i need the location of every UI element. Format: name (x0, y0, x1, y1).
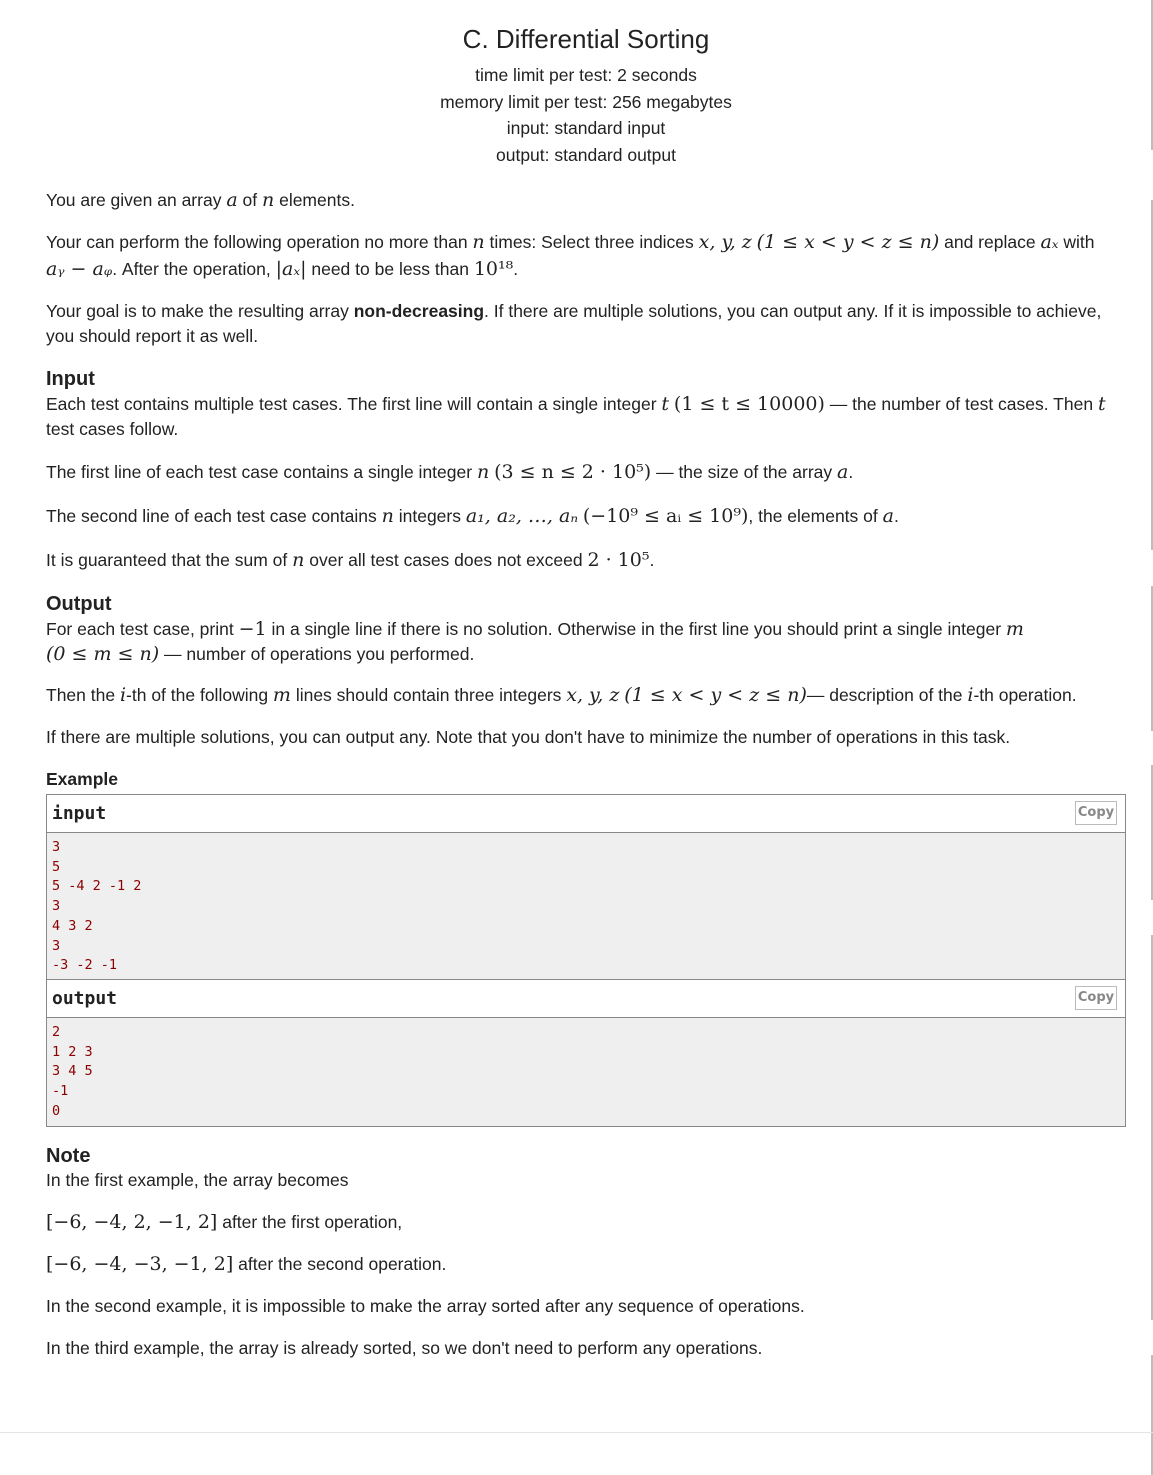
emphasis-non-decreasing: non-decreasing (353, 301, 485, 321)
example-input-header (47, 795, 1125, 833)
statement-paragraph-1: You are given an array a of n elements. (46, 189, 355, 211)
statement-paragraph-3: Your goal is to make the resulting array non-decreasing. If there are multiple solutions, you can output any. If it is impossible to achieve, you should report it as well. (46, 301, 1102, 346)
example-line: 5 -4 2 -1 2 (52, 878, 142, 895)
example-output-box (46, 979, 1126, 1127)
input-paragraph-4: It is guaranteed that the sum of n over all test cases does not exceed 2 · 10⁵. (46, 549, 655, 571)
problem-statement (46, 0, 1126, 1358)
problem-header (46, 0, 1126, 168)
example-output-label: output (52, 988, 118, 1009)
example-line: 4 3 2 (52, 917, 93, 934)
time-limit: time limit per test: 2 seconds (475, 65, 697, 85)
example-line: 5 (52, 858, 61, 875)
page-bottom-border (0, 1432, 1153, 1433)
note-line-4: In the second example, it is impossible to make the array sorted after any sequence of operations. (46, 1296, 805, 1316)
copy-input-button[interactable]: Copy (1075, 801, 1117, 825)
input-paragraph-1: Each test contains multiple test cases. The first line will contain a single integer t (1 ≤ t ≤ 10000) — the number of test cases. Then t test cases follow. (46, 393, 1106, 439)
input-paragraph-2: The first line of each test case contains a single integer n (3 ≤ n ≤ 2 · 10⁵) — the size of the array a. (46, 461, 854, 483)
example-input-box (46, 794, 1126, 981)
input-paragraph-3: The second line of each test case contains n integers a₁, a₂, …, aₙ (−10⁹ ≤ aᵢ ≤ 10⁹), the elements of a. (46, 505, 899, 527)
example-line: 3 (52, 839, 61, 855)
output-paragraph-3: If there are multiple solutions, you can output any. Note that you don't have to minimize the number of operations in this task. (46, 727, 1011, 747)
note-line-1: In the first example, the array becomes (46, 1170, 349, 1190)
example-input-content[interactable] (47, 833, 1125, 980)
memory-limit: memory limit per test: 256 megabytes (440, 91, 732, 112)
copy-output-button[interactable]: Copy (1075, 986, 1117, 1010)
output-paragraph-1: For each test case, print −1 in a single line if there is no solution. Otherwise in the first line you should print a single integer m (0 ≤ m ≤ n) — number of operations you performed. (46, 618, 1024, 665)
example-output-header (47, 980, 1125, 1018)
example-line: 0 (52, 1102, 61, 1119)
problem-title: C. Differential Sorting (462, 24, 710, 54)
output-paragraph-2: Then the i-th of the following m lines should contain three integers x, y, z (1 ≤ x < y < z ≤ n)— description of the i-th operation. (46, 684, 1077, 706)
example-line: 3 (52, 898, 61, 915)
output-type: output: standard output (496, 144, 676, 165)
note-line-3: [−6, −4, −3, −1, 2] after the second operation. (46, 1253, 447, 1275)
note-section-title: Note (46, 1145, 91, 1167)
input-section-title: Input (46, 368, 95, 390)
example-line: -1 (52, 1083, 69, 1100)
example-line: 3 4 5 (52, 1063, 93, 1080)
example-line: -3 -2 -1 (52, 957, 118, 974)
note-line-5: In the third example, the array is already sorted, so we don't need to perform any operations. (46, 1338, 763, 1358)
example-output-content[interactable] (47, 1018, 1125, 1126)
example-title: Example (46, 769, 118, 789)
example-input-label: input (52, 803, 107, 824)
output-section-title: Output (46, 593, 112, 615)
example-line: 3 (52, 937, 61, 954)
note-line-2: [−6, −4, 2, −1, 2] after the first operation, (46, 1211, 403, 1233)
example-line: 1 2 3 (52, 1043, 93, 1060)
input-type: input: standard input (506, 118, 666, 138)
example-line: 2 (52, 1024, 61, 1040)
statement-paragraph-2: Your can perform the following operation no more than n times: Select three indices x, y, z (1 ≤ x < y < z ≤ n) and replace aₓ with aᵧ − aᵩ. After the operation, |aₓ| need to be less than 10¹⁸. (46, 231, 1095, 280)
